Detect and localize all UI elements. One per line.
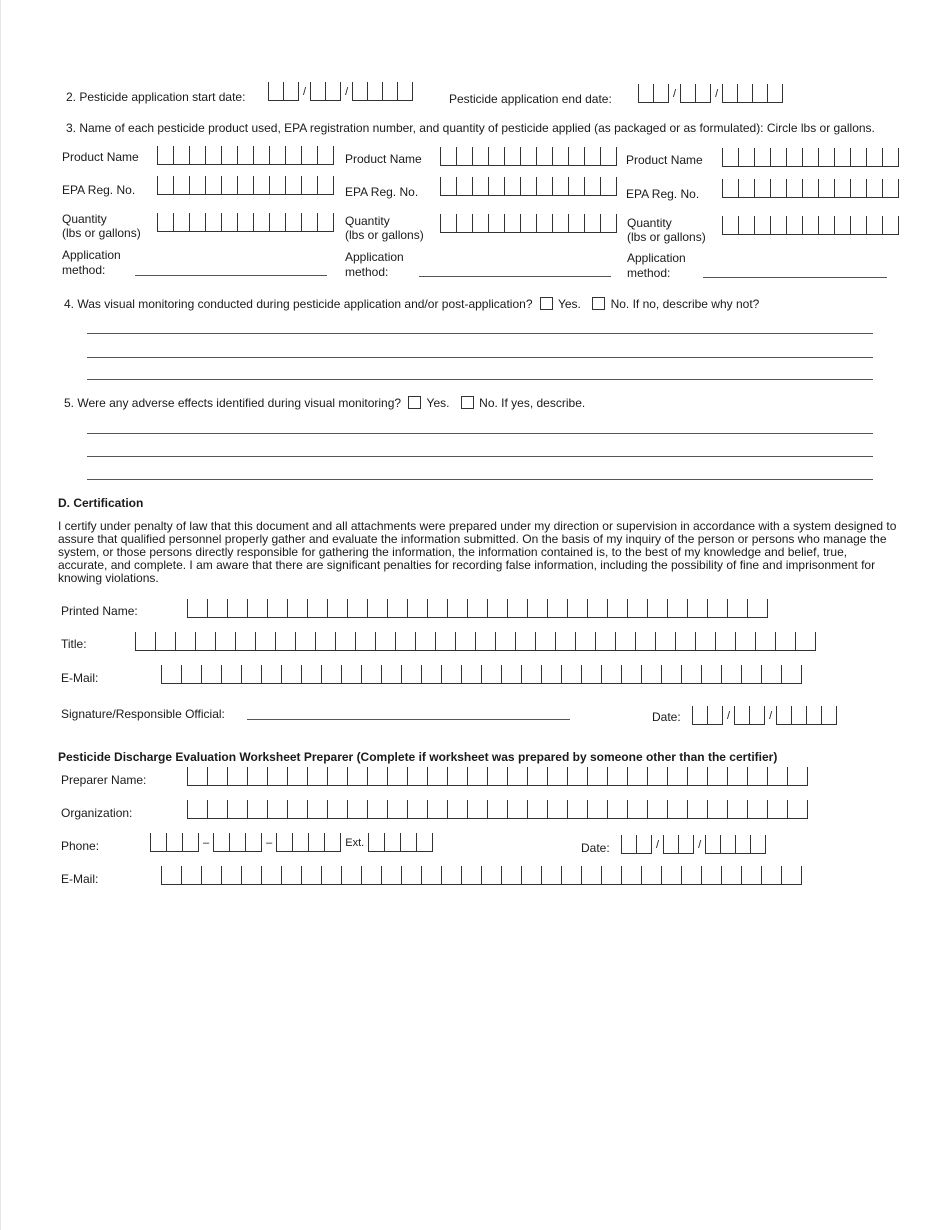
method-label: Application [345,250,404,264]
q5-question: 5. Were any adverse effects identified during visual monitoring? [64,396,402,410]
product-name-field-2[interactable] [440,147,617,166]
printed-name-label: Printed Name: [61,604,138,618]
signature-label: Signature/Responsible Official: [61,707,225,721]
organization-field[interactable] [187,800,808,819]
epa-reg-label: EPA Reg. No. [345,185,419,199]
q5-yes-label: Yes. [426,396,450,410]
method-input-1[interactable] [135,275,327,276]
q4-row [64,297,759,311]
product-name-field-3[interactable] [722,148,899,167]
phone-separator: – [203,837,210,849]
date-separator: / [303,86,307,98]
q5-answer-line-2[interactable] [87,456,873,457]
start-date-label: 2. Pesticide application start date: [66,90,246,104]
product-name-field-1[interactable] [157,146,334,165]
method-label-2: method: [62,263,106,277]
q4-yes-checkbox[interactable] [540,297,553,310]
quantity-field-3[interactable] [722,216,899,235]
q5-yes-checkbox[interactable] [408,396,421,409]
phone-area-code[interactable] [150,833,199,852]
method-input-3[interactable] [703,277,887,278]
title-field[interactable] [135,632,816,651]
preparer-name-label: Preparer Name: [61,773,147,787]
date-separator: / [727,710,731,722]
preparer-date-day[interactable] [663,835,694,854]
method-label: Application [627,251,686,265]
start-date-month[interactable] [268,82,299,101]
preparer-email-label: E-Mail: [61,872,99,886]
date-separator: / [656,839,660,851]
date-separator: / [769,710,773,722]
q4-answer-line-2[interactable] [87,357,873,358]
product-name-label: Product Name [626,153,703,167]
quantity-field-1[interactable] [157,213,334,232]
page-edge [0,0,1,1230]
title-label: Title: [61,637,87,651]
email-label: E-Mail: [61,671,99,685]
phone-label: Phone: [61,839,100,853]
method-label: Application [62,248,121,262]
ext-label: Ext. [345,837,365,849]
quantity-label: Quantity [62,212,107,226]
organization-label: Organization: [61,806,133,820]
method-input-2[interactable] [419,276,611,277]
product-name-label: Product Name [62,150,139,164]
epa-reg-field-1[interactable] [157,176,334,195]
q4-answer-line-1[interactable] [87,333,873,334]
q5-no-label: No. If yes, describe. [479,396,586,410]
epa-reg-field-2[interactable] [440,177,617,196]
q4-no-checkbox[interactable] [592,297,605,310]
signature-date-year[interactable] [776,706,837,725]
preparer-email-field[interactable] [161,866,802,885]
signature-date-month[interactable] [692,706,723,725]
preparer-heading: Pesticide Discharge Evaluation Worksheet Preparer (Complete if worksheet was prepared by someone other than the certifier) [58,750,778,764]
quantity-label: Quantity [345,214,390,228]
q3-question: 3. Name of each pesticide product used, EPA registration number, and quantity of pesticide applied (as packaged or as formulated): Circle lbs or gallons. [66,121,875,135]
start-date-field[interactable] [268,82,413,101]
signature-input[interactable] [247,719,570,720]
end-date-field[interactable] [638,84,783,103]
epa-reg-field-3[interactable] [722,179,899,198]
date-separator: / [345,86,349,98]
epa-reg-label: EPA Reg. No. [626,187,700,201]
certification-heading: D. Certification [58,496,144,510]
quantity-unit-label: (lbs or gallons) [627,230,706,244]
method-label-2: method: [345,265,389,279]
q5-row [64,396,585,410]
date-separator: / [715,88,719,100]
signature-date-label: Date: [652,710,681,724]
preparer-name-field[interactable] [187,767,808,786]
phone-extension[interactable] [368,833,433,852]
q5-answer-line-1[interactable] [87,433,873,434]
product-name-label: Product Name [345,152,422,166]
end-date-month[interactable] [638,84,669,103]
q4-answer-line-3[interactable] [87,379,873,380]
date-separator: / [673,88,677,100]
start-date-year[interactable] [352,82,413,101]
end-date-label: Pesticide application end date: [449,92,612,106]
quantity-field-2[interactable] [440,214,617,233]
epa-reg-label: EPA Reg. No. [62,183,136,197]
email-field[interactable] [161,665,802,684]
signature-date-day[interactable] [734,706,765,725]
preparer-date-label: Date: [581,841,610,855]
start-date-day[interactable] [310,82,341,101]
certification-statement: I certify under penalty of law that this document and all attachments were prepared under my direction or supervision in accordance with a system designed to assure that qualified personnel properly gather and evaluate the information submitted. On the basis of my inquiry of the person or persons who manage the system, or those persons directly responsible for gathering the information, the information contained is, to the best of my knowledge and belief, true, accurate, and complete. I am aware that there are significant penalties for recording false information, including the possibility of fine and imprisonment for knowing violations. [58,519,897,585]
q4-yes-label: Yes. [557,297,581,311]
phone-prefix[interactable] [213,833,262,852]
preparer-date-field[interactable] [621,835,766,854]
q4-question: 4. Was visual monitoring conducted during pesticide application and/or post-application? [64,297,533,311]
phone-field[interactable] [150,833,433,852]
date-separator: / [698,839,702,851]
quantity-unit-label: (lbs or gallons) [345,228,424,242]
phone-line-number[interactable] [276,833,341,852]
method-label-2: method: [627,266,671,280]
preparer-date-year[interactable] [705,835,766,854]
phone-separator: – [266,837,273,849]
quantity-unit-label: (lbs or gallons) [62,226,141,240]
printed-name-field[interactable] [187,599,768,618]
q5-answer-line-3[interactable] [87,479,873,480]
preparer-date-month[interactable] [621,835,652,854]
q5-no-checkbox[interactable] [461,396,474,409]
quantity-label: Quantity [627,216,672,230]
end-date-day[interactable] [680,84,711,103]
end-date-year[interactable] [722,84,783,103]
q4-no-label: No. If no, describe why not? [610,297,760,311]
signature-date-field[interactable] [692,706,837,725]
